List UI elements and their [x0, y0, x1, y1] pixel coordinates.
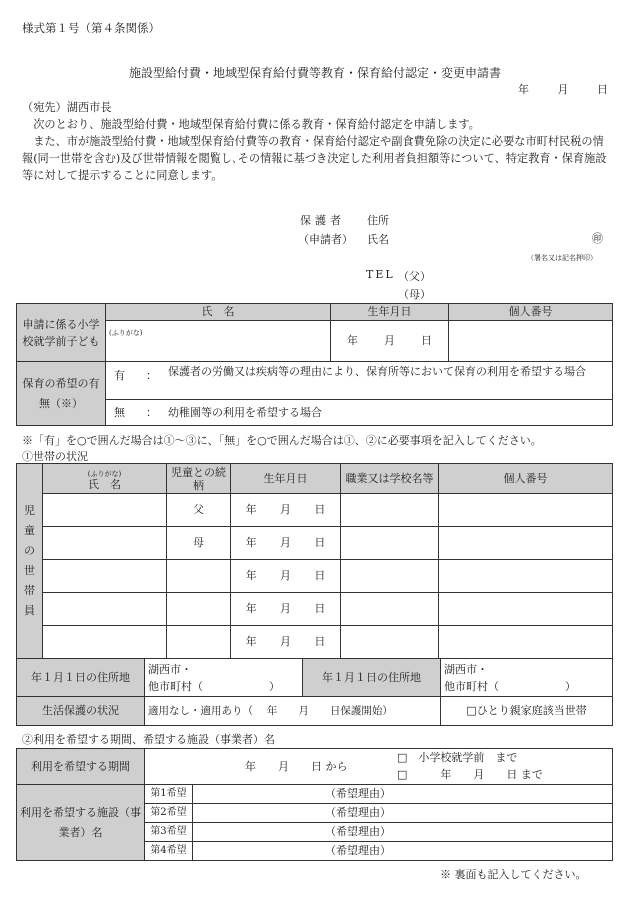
- child-row-label: 申請に係る小学校就学前子ども: [17, 304, 106, 362]
- residence-field-right[interactable]: [441, 659, 613, 697]
- address-label: 住所: [367, 214, 389, 227]
- side-char: 員: [24, 604, 35, 617]
- side-char: の: [24, 544, 35, 557]
- year-label: 年: [245, 536, 257, 549]
- year-label: 年: [518, 83, 529, 96]
- addressee: （宛先）湖西市長: [22, 101, 112, 114]
- year-label: 年: [347, 334, 358, 347]
- nursery-label: 保育の希望の有無（※）: [17, 362, 106, 426]
- year-label: 年: [245, 602, 257, 615]
- member-name-field[interactable]: [43, 560, 167, 593]
- applicant-paren-label: （申請者）: [298, 233, 353, 246]
- month-label: 月: [279, 602, 291, 615]
- facility-choice-2-label: 第2希望: [145, 804, 193, 823]
- member-relation-field[interactable]: [167, 560, 231, 593]
- member-job-field[interactable]: [341, 593, 439, 626]
- reason-label: （希望理由）: [325, 787, 391, 800]
- nursery-yes-option[interactable]: [106, 362, 613, 400]
- household-job-header: 職業又は学校名等: [341, 464, 439, 494]
- child-id-field[interactable]: [449, 321, 613, 362]
- member-job-field[interactable]: [341, 527, 439, 560]
- member-birth-field[interactable]: [231, 560, 341, 593]
- member-id-field[interactable]: [439, 527, 613, 560]
- guardian-label: 保護者: [300, 214, 345, 227]
- year-label: 年: [245, 569, 257, 582]
- month-label: 月: [279, 536, 291, 549]
- residence-label-2: 年１月１日の住所地: [303, 659, 441, 697]
- table-row: [17, 494, 613, 527]
- page-title: 施設型給付費・地域型保育給付費等教育・保育給付認定・変更申請書: [128, 66, 501, 80]
- reason-label: （希望理由）: [325, 844, 391, 857]
- household-birth-header: 生年月日: [231, 464, 341, 494]
- nursery-no-text: 幼稚園等の利用を希望する場合: [168, 406, 322, 419]
- day-label: 日: [314, 602, 326, 615]
- colon: ：: [146, 406, 157, 419]
- residence-field-left[interactable]: [145, 659, 303, 697]
- day-label: 日: [314, 503, 326, 516]
- seal-note: （署名又は記名押印）: [527, 254, 597, 262]
- intro-paragraph-2: また、市が施設型給付費・地域型保育給付費等の教育・保育給付認定や副食費免除の決定に必要な市町村民税の情報(同一世帯を含む)及び世帯情報を閲覧し､その情報に基づき決定した利用者負担額等について、特定教育・保育施設等に対して提示することに同意します。: [22, 135, 607, 182]
- household-table: [16, 463, 613, 659]
- intro-paragraph-1: 次のとおり、施設型給付費・地域型保育給付費に係る教育・保育給付認定を申請します。: [33, 118, 480, 131]
- date-line: [518, 81, 608, 97]
- table-row: [17, 560, 613, 593]
- facility-table: [16, 748, 613, 861]
- day-label: 日: [421, 334, 432, 347]
- side-char: 帯: [24, 584, 35, 597]
- seal-mark: ㊞: [592, 232, 603, 245]
- nursery-yes-label: 有: [114, 369, 125, 382]
- facility-choice-1-label: 第1希望: [145, 785, 193, 804]
- member-name-field[interactable]: [43, 527, 167, 560]
- name-label: 氏名: [367, 233, 389, 246]
- reason-label: （希望理由）: [325, 806, 391, 819]
- member-id-field[interactable]: [439, 593, 613, 626]
- table-row: [17, 593, 613, 626]
- household-id-header: 個人番号: [439, 464, 613, 494]
- member-birth-field[interactable]: [231, 593, 341, 626]
- tel-father-label: （父）: [398, 270, 431, 283]
- table-row: [17, 626, 613, 659]
- day-label: 日: [314, 635, 326, 648]
- tel-mother-label: （母）: [398, 288, 431, 301]
- period-option-date[interactable]: □ 年 月 日 まで: [397, 768, 543, 781]
- child-table: [16, 303, 613, 426]
- period-label: 利用を希望する期間: [17, 749, 145, 785]
- member-id-field[interactable]: [439, 560, 613, 593]
- day-label: 日: [314, 569, 326, 582]
- member-job-field[interactable]: [341, 560, 439, 593]
- year-label: 年: [245, 503, 257, 516]
- name-header-text: 氏 名: [88, 477, 121, 491]
- household-side-label: [17, 464, 43, 659]
- month-label: 月: [384, 334, 395, 347]
- facility-choice-3-label: 第3希望: [145, 823, 193, 842]
- table-row: [17, 527, 613, 560]
- footer-note: ※ 裏面も記入してください。: [440, 868, 587, 881]
- day-label: 日: [314, 536, 326, 549]
- facility-choice-2-field[interactable]: [193, 804, 613, 823]
- member-name-field[interactable]: [43, 626, 167, 659]
- facility-choice-4-label: 第4希望: [145, 842, 193, 861]
- child-id-header: 個人番号: [449, 304, 613, 321]
- month-label: 月: [557, 83, 569, 96]
- member-job-field[interactable]: [341, 626, 439, 659]
- member-name-field[interactable]: [43, 494, 167, 527]
- member-name-field[interactable]: [43, 593, 167, 626]
- year-label: 年: [245, 635, 257, 648]
- side-char: 児: [24, 504, 35, 517]
- residence-line-2: 他市町村（ ）: [148, 679, 280, 693]
- member-birth-field[interactable]: [231, 626, 341, 659]
- section-1-title: ①世帯の状況: [22, 450, 88, 463]
- period-from: 年 月 日 から: [245, 760, 348, 773]
- colon: ：: [146, 369, 157, 382]
- child-birth-field[interactable]: [331, 321, 449, 362]
- single-parent-checkbox[interactable]: □ひとり親家庭該当世帯: [441, 697, 613, 726]
- nursery-no-label: 無: [114, 406, 125, 419]
- residence-table: [16, 658, 613, 726]
- tel-label: TEL: [366, 268, 395, 281]
- member-birth-field[interactable]: [231, 527, 341, 560]
- note-1: ※「有」を○で囲んだ場合は①～③に、「無」を○で囲んだ場合は①、②に必要事項を記入してください。: [22, 434, 542, 447]
- side-char: 童: [24, 524, 35, 537]
- residence-label: 年１月１日の住所地: [17, 659, 145, 697]
- month-label: 月: [279, 569, 291, 582]
- nursery-yes-text: 保護者の労働又は疾病等の理由により、保育所等において保育の利用を希望する場合: [168, 365, 586, 378]
- member-relation-field[interactable]: 父: [167, 494, 231, 527]
- facility-label: 利用を希望する施設（事業者）名: [17, 785, 145, 861]
- member-id-field[interactable]: [439, 494, 613, 527]
- nursery-no-option[interactable]: [106, 400, 613, 426]
- facility-choice-3-field[interactable]: [193, 823, 613, 842]
- household-relation-header: 児童との続柄: [167, 464, 231, 494]
- period-field[interactable]: [145, 749, 613, 785]
- furigana-label: (ふりがな): [87, 469, 122, 478]
- household-name-header: [43, 464, 167, 494]
- facility-choice-1-field[interactable]: [193, 785, 613, 804]
- welfare-field[interactable]: 適用なし・適用あり（ 年 月 日保護開始）: [145, 697, 441, 726]
- side-char: 世: [24, 564, 35, 577]
- child-birth-header: 生年月日: [331, 304, 449, 321]
- child-name-field[interactable]: [106, 321, 331, 362]
- form-number: 様式第１号（第４条関係）: [22, 21, 160, 35]
- member-id-field[interactable]: [439, 626, 613, 659]
- month-label: 月: [279, 635, 291, 648]
- period-option-preschool[interactable]: □ 小学校就学前 まで: [397, 751, 518, 764]
- member-relation-field[interactable]: [167, 626, 231, 659]
- child-name-header: 氏 名: [106, 304, 331, 321]
- furigana-label: (ふりがな): [109, 329, 143, 337]
- day-label: 日: [597, 83, 608, 96]
- welfare-label: 生活保護の状況: [17, 697, 145, 726]
- residence-line-1: 湖西市・: [148, 662, 192, 676]
- month-label: 月: [279, 503, 291, 516]
- member-relation-field[interactable]: 母: [167, 527, 231, 560]
- reason-label: （希望理由）: [325, 825, 391, 838]
- residence-line-2: 他市町村（ ）: [444, 679, 576, 693]
- member-birth-field[interactable]: [231, 494, 341, 527]
- facility-choice-4-field[interactable]: [193, 842, 613, 861]
- member-relation-field[interactable]: [167, 593, 231, 626]
- residence-line-1: 湖西市・: [444, 662, 488, 676]
- section-2-title: ②利用を希望する期間、希望する施設（事業者）名: [22, 733, 275, 746]
- member-job-field[interactable]: [341, 494, 439, 527]
